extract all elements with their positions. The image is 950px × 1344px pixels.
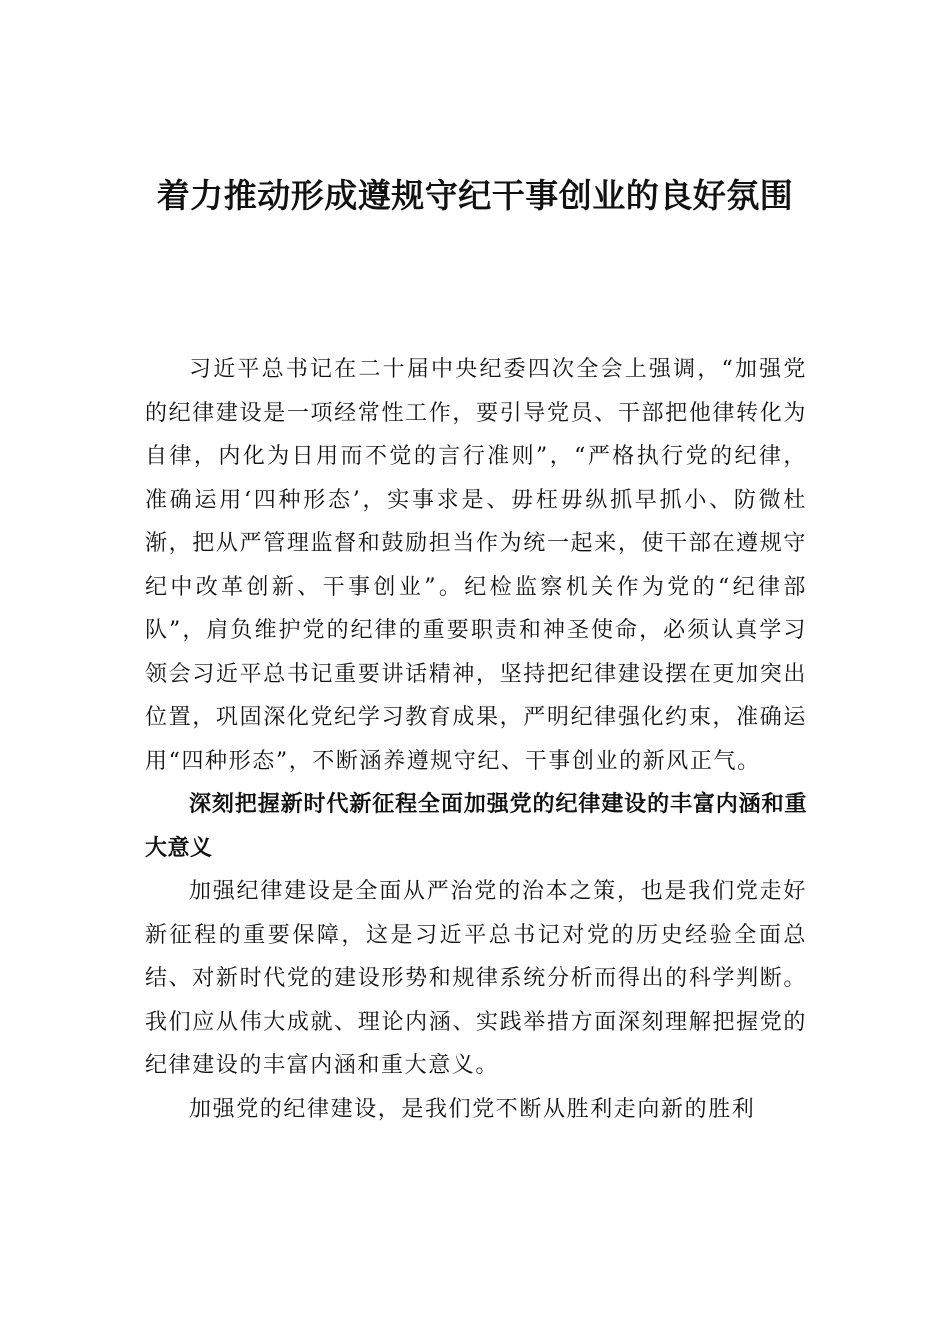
body-paragraph: 加强纪律建设是全面从严治党的治本之策，也是我们党走好新征程的重要保障，这是习近平总书记对党的历史经验全面总结、对新时代党的建设形势和规律系统分析而得出的科学判断。我们应从伟大成就、理论内涵、实践举措方面深刻理解把握党的纪律建设的丰富内涵和重大意义。	[145, 879, 807, 1078]
section-heading: 深刻把握新时代新征程全面加强党的纪律建设的丰富内涵和重大意义	[145, 792, 807, 861]
body-paragraph: 加强党的纪律建设，是我们党不断从胜利走向新的胜利	[189, 1096, 756, 1122]
document-body	[145, 348, 807, 1131]
body-paragraph: 习近平总书记在二十届中央纪委四次全会上强调，“加强党的纪律建设是一项经常性工作，要引导党员、干部把他律转化为自律，内化为日用而不觉的言行准则”，“严格执行党的纪律，准确运用‘四种形态’，实事求是、毋枉毋纵抓早抓小、防微杜渐，把从严管理监督和鼓励担当作为统一起来，使干部在遵规守纪中改革创新、干事创业”。纪检监察机关作为党的“纪律部队”，肩负维护党的纪律的重要职责和神圣使命，必须认真学习领会习近平总书记重要讲话精神，坚持把纪律建设摆在更加突出位置，巩固深化党纪学习教育成果，严明纪律强化约束，准确运用“四种形态”，不断涵养遵规守纪、干事创业的新风正气。	[145, 357, 807, 774]
document-title: 着力推动形成遵规守纪干事创业的良好氛围	[156, 176, 794, 215]
